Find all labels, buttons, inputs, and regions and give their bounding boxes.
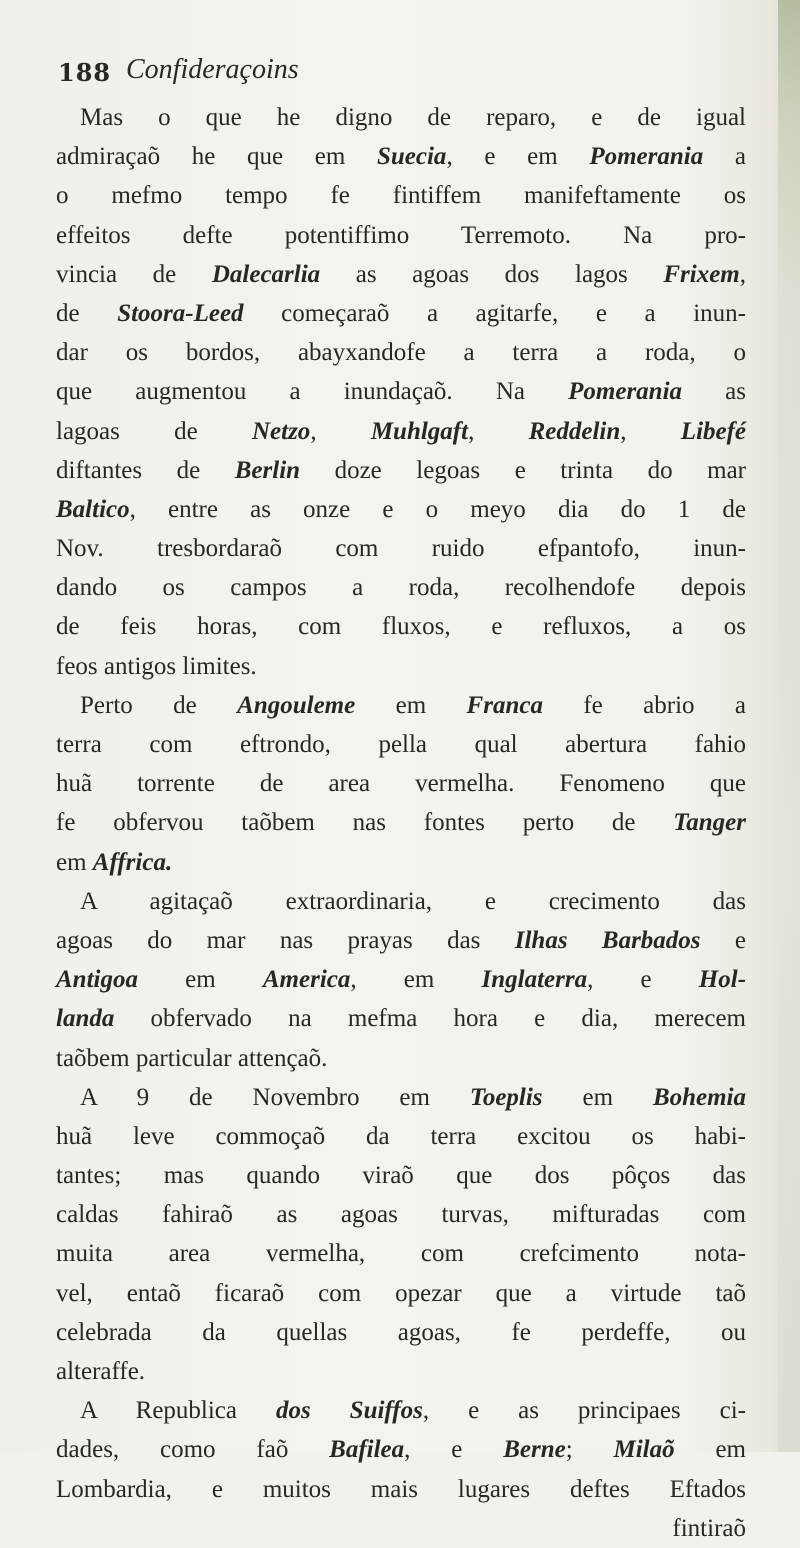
text-segment: começaraõ a agitarfe, e a inun- [243,299,746,327]
text-line [56,216,746,255]
italic-name: Stoora-Leed [117,299,244,327]
text-line [56,960,746,999]
text-line [56,412,746,451]
text-segment: , [468,417,529,445]
text-line [56,882,746,921]
text-segment: agoas do mar nas prayas das [56,926,515,954]
italic-name: dos Suiffos [275,1397,423,1425]
text-segment: dando os campos a roda, recolhendofe depois [56,574,746,602]
italic-name: Berne [503,1436,566,1464]
text-segment: admiraçaõ he que em [56,143,377,171]
italic-name: landa [56,1005,115,1033]
text-segment: tantes; mas quando viraõ que dos pôços das [56,1162,746,1190]
italic-name: Bafilea [329,1436,405,1464]
italic-name: Baltico [56,495,130,523]
text-line [56,1274,746,1313]
italic-name: Dalecarlia [211,260,321,288]
text-segment: taõbem particular attençaõ. [56,1044,328,1072]
text-segment: diftantes de [56,456,235,484]
text-line [56,647,746,686]
text-segment: a [703,143,746,171]
text-segment: em [56,848,93,876]
text-line [56,725,746,764]
text-line [56,1234,746,1273]
text-segment: fe abrio a [542,691,746,719]
text-segment: em [137,966,263,994]
text-segment: vel, entaõ ficaraõ com opezar que a virtude taõ [56,1279,746,1307]
italic-name: Pomerania [568,378,683,406]
text-segment: as [682,378,746,406]
text-segment: effeitos defte potentiffimo Terremoto. Na pro- [56,221,746,249]
text-segment: huã torrente de area vermelha. Fenomeno que [56,770,746,798]
text-segment: A Republica [80,1397,276,1425]
italic-name: Muhlgaft [370,417,469,445]
italic-name: Pomerania [589,143,704,171]
text-line [56,490,746,529]
text-line [56,1195,746,1234]
text-segment: as agoas dos lagos [320,260,664,288]
italic-name: Netzo [251,417,311,445]
page-number: 188 [58,58,112,87]
italic-name: Tanger [673,809,746,837]
text-segment: Nov. tresbordaraõ com ruido efpantofo, inun- [56,535,746,563]
text-segment: , [620,417,681,445]
text-line [56,1430,746,1469]
text-segment: lagoas de [56,417,252,445]
italic-name: Suecia [376,143,447,171]
text-segment: que augmentou a inundaçaõ. Na [56,378,569,406]
text-segment: e [700,926,746,954]
text-line [56,1156,746,1195]
text-segment: , [739,260,747,288]
text-segment: , e [404,1436,504,1464]
text-line [56,764,746,803]
text-line [56,803,746,842]
text-segment: , e em [446,143,590,171]
text-line [56,372,746,411]
text-line [56,1117,746,1156]
page-edge-stain [778,0,800,1452]
italic-name: Frixem [663,260,740,288]
text-segment: , entre as onze e o meyo dia do 1 de [129,495,746,523]
text-segment: doze legoas e trinta do mar [300,456,746,484]
italic-name: Inglaterra [481,966,588,994]
text-segment: obfervado na mefma hora e dia, merecem [114,1005,746,1033]
text-line [56,843,746,882]
text-line [56,294,746,333]
text-line [56,568,746,607]
text-line [56,98,746,137]
text-segment: Perto de [80,691,238,719]
italic-name: Affrica. [92,848,173,876]
text-line [56,1352,746,1391]
text-line [56,686,746,725]
text-line [56,607,746,646]
text-segment: , e as principaes ci- [422,1397,746,1425]
text-line [56,1470,746,1509]
text-line [56,176,746,215]
italic-name: Angouleme [237,691,356,719]
italic-name: Milaõ [613,1436,675,1464]
text-segment: Lombardia, e muitos mais lugares deftes Eftados [56,1475,746,1503]
text-line [56,1078,746,1117]
text-segment: em [542,1083,653,1111]
text-segment: Mas o que he digno de reparo, e de igual [80,104,746,131]
text-segment: huã leve commoçaõ da terra excitou os habi- [56,1122,746,1150]
text-line [56,921,746,960]
text-line [56,529,746,568]
text-segment: dades, como faõ [56,1436,330,1464]
text-line [56,137,746,176]
text-segment: , em [350,966,482,994]
text-segment: , e [587,966,699,994]
text-segment: fe obfervou taõbem nas fontes perto de [56,809,674,837]
italic-name: Antigoa [56,966,138,994]
italic-name: Berlin [234,456,301,484]
italic-name: Ilhas Barbados [514,926,701,954]
text-segment: de [56,299,118,327]
italic-name: Toeplis [469,1083,543,1111]
italic-name: America [262,966,351,994]
text-line [56,333,746,372]
text-segment: de feis horas, com fluxos, e refluxos, a os [56,613,746,641]
italic-name: Libefé [680,417,747,445]
text-line [56,255,746,294]
text-segment: muita area vermelha, com crefcimento nota- [56,1240,746,1268]
running-title: Confideraçoins [126,54,299,85]
body-text [56,98,746,1548]
text-segment: feos antigos limites. [56,652,257,680]
text-line [56,1391,746,1430]
italic-name: Reddelin [528,417,621,445]
text-segment: A 9 de Novembro em [80,1083,470,1111]
text-line [56,999,746,1038]
text-segment: caldas fahiraõ as agoas turvas, mifturadas com [56,1201,746,1229]
text-segment: terra com eftrondo, pella qual abertura fahio [56,731,746,758]
text-segment: A agitaçaõ extraordinaria, e crecimento das [80,887,746,915]
text-segment: celebrada da quellas agoas, fe perdeffe, ou [56,1318,746,1346]
text-line [56,1039,746,1078]
italic-name: Hol- [698,966,747,994]
text-segment: em [355,691,467,719]
italic-name: Franca [466,691,543,719]
text-segment: dar os bordos, abayxandofe a terra a roda, o [56,339,746,367]
text-segment: , [310,417,371,445]
text-segment: ; [565,1436,614,1464]
italic-name: Bohemia [652,1083,747,1111]
text-segment: fintiraõ [672,1514,746,1542]
text-line [56,1313,746,1352]
text-segment: em [674,1436,746,1464]
text-line [56,451,746,490]
page-header [58,52,698,98]
text-segment: o mefmo tempo fe fintiffem manifeftamente os [56,182,746,210]
text-line [56,1509,746,1548]
text-segment: vincia de [56,260,212,288]
text-segment: alteraffe. [56,1358,146,1385]
